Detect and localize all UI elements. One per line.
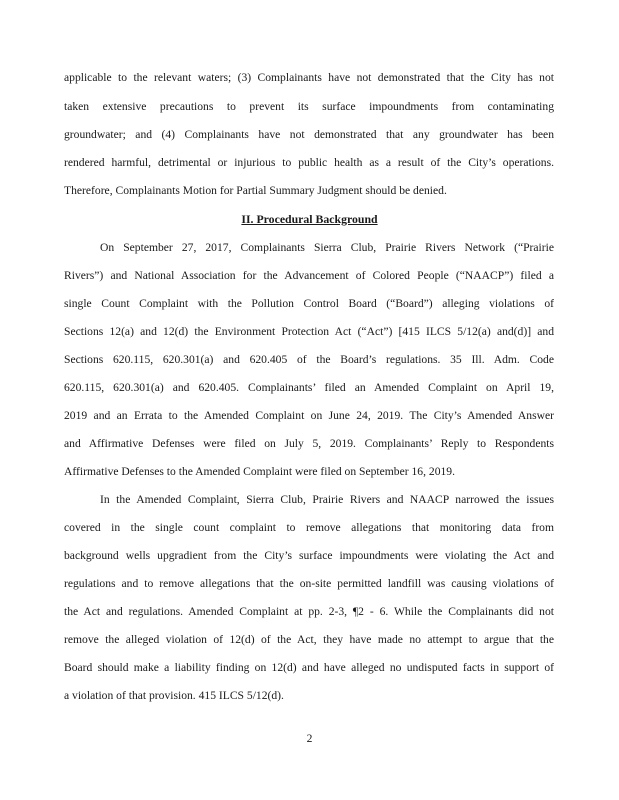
text-line: and Affirmative Defenses were filed on July 5, 2019. Complainants’ Reply to Respondents xyxy=(64,437,554,450)
section-heading xyxy=(0,210,619,228)
text-line: groundwater; and (4) Complainants have not demonstrated that any groundwater has been xyxy=(64,128,554,141)
section-heading-text: II. Procedural Background xyxy=(241,212,378,226)
text-line: the Act and regulations. Amended Complaint at pp. 2-3, ¶2 - 6. While the Complainants did not xyxy=(64,605,554,618)
text-line: Sections 620.115, 620.301(a) and 620.405 of the Board’s regulations. 35 Ill. Adm. Code xyxy=(64,353,554,366)
text-line: covered in the single count complaint to remove allegations that monitoring data from xyxy=(64,521,554,534)
text-line: Therefore, Complainants Motion for Partial Summary Judgment should be denied. xyxy=(64,184,447,197)
text-line: single Count Complaint with the Pollution Control Board (“Board”) alleging violations of xyxy=(64,297,554,310)
text-line: remove the alleged violation of 12(d) of the Act, they have made no attempt to argue that the xyxy=(64,633,554,646)
text-line: regulations and to remove allegations that the on-site permitted landfill was causing violations of xyxy=(64,577,554,590)
text-line: 620.115, 620.301(a) and 620.405. Complainants’ filed an Amended Complaint on April 19, xyxy=(64,381,554,394)
text-line: Sections 12(a) and 12(d) the Environment Protection Act (“Act”) [415 ILCS 5/12(a) and(d)] and xyxy=(64,325,554,338)
page-number: 2 xyxy=(306,732,313,745)
text-line: background wells upgradient from the City’s surface impoundments were violating the Act and xyxy=(64,549,554,562)
text-line: On September 27, 2017, Complainants Sierra Club, Prairie Rivers Network (“Prairie xyxy=(100,241,554,254)
text-line: Affirmative Defenses to the Amended Complaint were filed on September 16, 2019. xyxy=(64,465,455,478)
text-line: Board should make a liability finding on 12(d) and have alleged no undisputed facts in support of xyxy=(64,661,554,674)
text-line: In the Amended Complaint, Sierra Club, Prairie Rivers and NAACP narrowed the issues xyxy=(100,493,554,506)
text-line: Rivers”) and National Association for the Advancement of Colored People (“NAACP”) filed a xyxy=(64,269,554,282)
text-line: rendered harmful, detrimental or injurious to public health as a result of the City’s operations. xyxy=(64,156,554,169)
text-line: applicable to the relevant waters; (3) Complainants have not demonstrated that the City has not xyxy=(64,71,554,84)
text-line: a violation of that provision. 415 ILCS 5/12(d). xyxy=(64,689,284,702)
text-line: taken extensive precautions to prevent its surface impoundments from contaminating xyxy=(64,100,554,113)
text-line: 2019 and an Errata to the Amended Complaint on June 24, 2019. The City’s Amended Answer xyxy=(64,409,554,422)
